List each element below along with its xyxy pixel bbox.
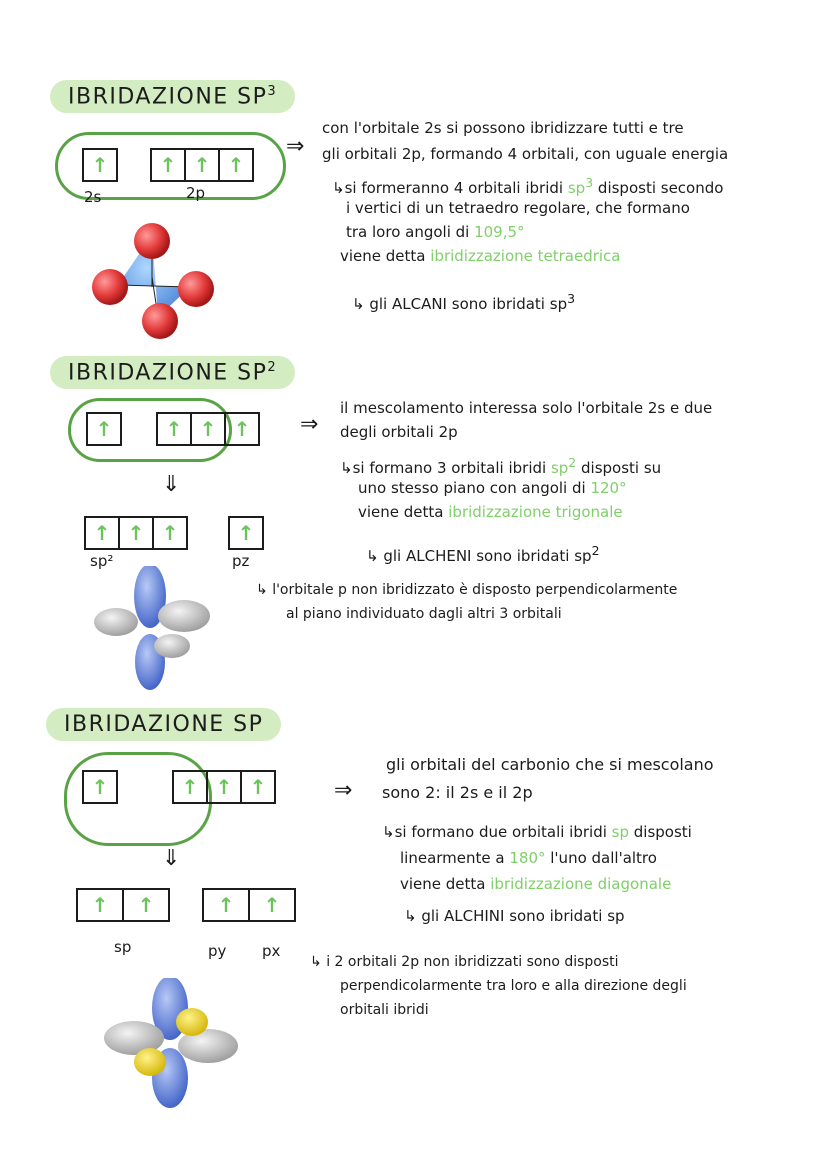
sp2-2s-box	[86, 412, 122, 446]
sub-arrow-icon: ↳	[366, 547, 379, 565]
sub-arrow-icon: ↳	[404, 907, 417, 925]
sp2-text-line4: uno stesso piano con angoli di 120°	[358, 479, 627, 497]
sp-text-line3: ↳si formano due orbitali ibridi sp disposti	[382, 823, 692, 841]
sp3-implies-arrow: ⇒	[286, 134, 305, 159]
up-arrow-icon: ↑	[208, 772, 242, 802]
sub-arrow-icon: ↳	[340, 459, 353, 477]
sp-note-line1: ↳ i 2 orbitali 2p non ibridizzati sono disposti	[310, 954, 619, 970]
up-arrow-icon: ↑	[91, 775, 109, 799]
sp-text-line2: sono 2: il 2s e il 2p	[382, 783, 533, 802]
up-arrow-icon: ↑	[263, 893, 281, 917]
sp3-text-line1: con l'orbitale 2s si possono ibridizzare tutti e tre	[322, 119, 684, 137]
sp-hybrid-box	[76, 888, 170, 922]
up-arrow-icon: ↑	[237, 521, 255, 545]
sp2-pz-box	[228, 516, 264, 550]
sp-2p-box	[172, 770, 276, 804]
sp2-text-line6: ↳ gli ALCHENI sono ibridati $sp^2$	[366, 543, 600, 565]
sp-implies-arrow: ⇒	[334, 778, 353, 803]
sp2-text-line3: ↳si formano 3 orbitali ibridi $sp^2$ disposti su	[340, 455, 662, 477]
sp-p-box	[202, 888, 296, 922]
sp2-implies-arrow: ⇒	[300, 412, 319, 437]
sp3-label-2s: 2s	[84, 188, 102, 206]
sp-note-line2: perpendicolarmente tra loro e alla direzione degli	[340, 978, 687, 994]
up-arrow-icon: ↑	[233, 417, 251, 441]
sp-text-line5: viene detta ibridizzazione diagonale	[400, 875, 672, 893]
sub-arrow-icon: ↳	[310, 954, 327, 970]
sp2-note-line2: al piano individuato dagli altri 3 orbitali	[286, 606, 562, 622]
sp2-hybrid-box	[84, 516, 188, 550]
up-arrow-icon: ↑	[249, 775, 267, 799]
trigonal-orbital-illustration	[92, 566, 212, 692]
sp3-text-line2: gli orbitali 2p, formando 4 orbitali, con uguale energia	[322, 145, 729, 163]
sp3-text-line5: tra loro angoli di 109,5°	[346, 223, 525, 241]
sp-text-line6: ↳ gli ALCHINI sono ibridati sp	[404, 907, 625, 925]
tetrahedral-molecule-illustration	[80, 215, 230, 345]
sp-title: IBRIDAZIONE SP	[46, 708, 281, 741]
sp3-text-line7: ↳ gli ALCANI sono ibridati $sp^3$	[352, 291, 576, 313]
sp2-title: IBRIDAZIONE $SP^2$	[50, 356, 295, 389]
sp2-label-sp2: sp²	[90, 552, 114, 570]
sp3-title: IBRIDAZIONE $SP^3$	[50, 80, 295, 113]
sp-down-arrow: ⇓	[162, 846, 181, 871]
sp2-note-line1: ↳ l'orbitale p non ibridizzato è disposto perpendicolarmente	[256, 582, 678, 598]
up-arrow-icon: ↑	[227, 153, 245, 177]
up-arrow-icon: ↑	[120, 518, 154, 548]
sp3-2p-box	[150, 148, 254, 182]
sp-text-line4: linearmente a 180° l'uno dall'altro	[400, 849, 657, 867]
sp-label-py: py	[208, 942, 227, 960]
up-arrow-icon: ↑	[91, 153, 109, 177]
up-arrow-icon: ↑	[158, 414, 192, 444]
sp2-text-line2: degli orbitali 2p	[340, 423, 458, 441]
sp3-2s-box	[82, 148, 118, 182]
up-arrow-icon: ↑	[186, 150, 220, 180]
sp3-text-line4: i vertici di un tetraedro regolare, che formano	[346, 199, 690, 217]
up-arrow-icon: ↑	[78, 890, 124, 920]
up-arrow-icon: ↑	[161, 521, 179, 545]
sp3-label-2p: 2p	[186, 184, 206, 202]
sp3-text-line3: ↳si formeranno 4 orbitali ibridi $sp^3$ disposti secondo	[332, 175, 724, 197]
sub-arrow-icon: ↳	[332, 179, 345, 197]
sp2-2p-box	[156, 412, 260, 446]
sp2-text-line5: viene detta ibridizzazione trigonale	[358, 503, 623, 521]
sp-text-line1: gli orbitali del carbonio che si mescolano	[386, 755, 714, 774]
sp2-label-pz: pz	[232, 552, 250, 570]
sp-label-px: px	[262, 942, 281, 960]
sub-arrow-icon: ↳	[256, 582, 273, 598]
up-arrow-icon: ↑	[174, 772, 208, 802]
up-arrow-icon: ↑	[152, 150, 186, 180]
up-arrow-icon: ↑	[192, 414, 226, 444]
sub-arrow-icon: ↳	[352, 295, 365, 313]
sp-2s-box	[82, 770, 118, 804]
up-arrow-icon: ↑	[95, 417, 113, 441]
sp-note-line3: orbitali ibridi	[340, 1002, 429, 1018]
sp2-text-line1: il mescolamento interessa solo l'orbitale 2s e due	[340, 399, 713, 417]
sub-arrow-icon: ↳	[382, 823, 395, 841]
sp-label-sp: sp	[114, 938, 132, 956]
up-arrow-icon: ↑	[86, 518, 120, 548]
sp2-down-arrow: ⇓	[162, 472, 181, 497]
up-arrow-icon: ↑	[204, 890, 250, 920]
up-arrow-icon: ↑	[137, 893, 155, 917]
linear-orbital-illustration	[100, 978, 240, 1108]
sp3-text-line6: viene detta ibridizzazione tetraedrica	[340, 247, 621, 265]
